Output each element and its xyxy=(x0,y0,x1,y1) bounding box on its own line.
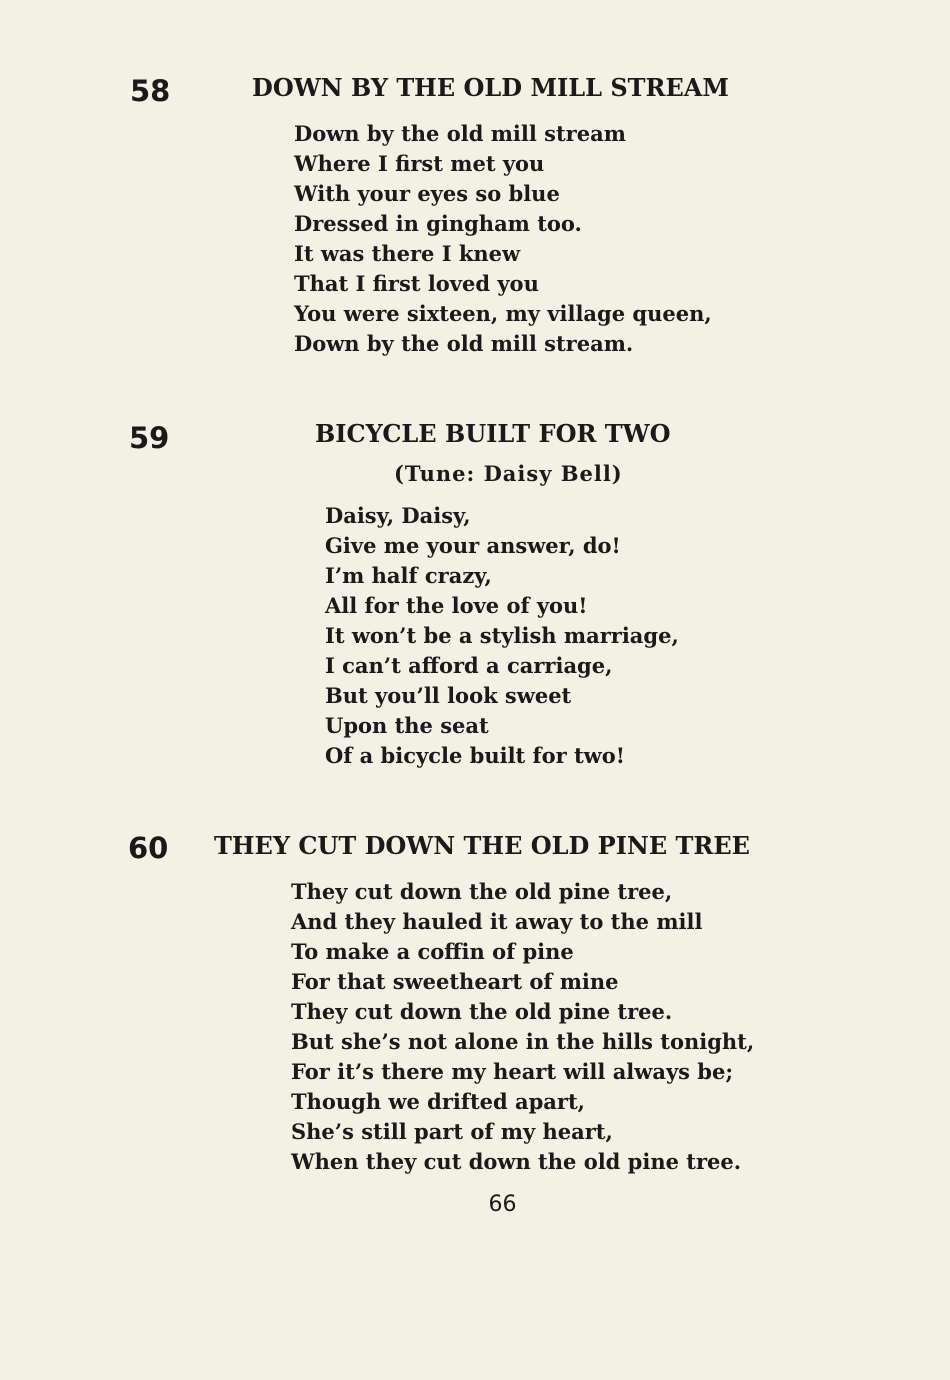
lyric-line: Upon the seat xyxy=(325,713,489,738)
song-lyrics xyxy=(325,501,679,771)
lyric-line: All for the love of you! xyxy=(325,593,588,618)
song-number: 60 xyxy=(128,831,169,865)
lyric-line: Daisy, Daisy, xyxy=(325,503,471,528)
lyric-line: Down by the old mill stream xyxy=(294,121,626,146)
song-lyrics xyxy=(294,119,712,359)
song-lyrics xyxy=(291,877,754,1177)
lyric-line: But you’ll look sweet xyxy=(325,683,572,708)
lyric-line: It won’t be a stylish marriage, xyxy=(325,623,679,648)
lyric-line: She’s still part of my heart, xyxy=(291,1119,613,1144)
song-number: 59 xyxy=(129,421,170,455)
lyric-line: But she’s not alone in the hills tonight, xyxy=(291,1029,755,1054)
lyric-line: Give me your answer, do! xyxy=(325,533,621,558)
lyric-line: I’m half crazy, xyxy=(325,563,492,588)
lyric-line: Though we drifted apart, xyxy=(291,1089,585,1114)
lyric-line: For it’s there my heart will always be; xyxy=(291,1059,734,1084)
song-number: 58 xyxy=(130,74,171,108)
song-tune-note: (Tune: Daisy Bell) xyxy=(394,461,623,486)
lyric-line: That I first loved you xyxy=(294,271,539,296)
song-title: DOWN BY THE OLD MILL STREAM xyxy=(252,73,729,102)
lyric-line: With your eyes so blue xyxy=(294,181,560,206)
lyric-line: And they hauled it away to the mill xyxy=(291,909,703,934)
lyric-line: Of a bicycle built for two! xyxy=(325,743,625,768)
song-title: THEY CUT DOWN THE OLD PINE TREE xyxy=(214,831,750,860)
lyric-line: Where I first met you xyxy=(294,151,545,176)
page-number: 66 xyxy=(488,1192,517,1217)
lyric-line: When they cut down the old pine tree. xyxy=(291,1149,742,1174)
lyric-line: You were sixteen, my village queen, xyxy=(294,301,712,326)
lyric-line: I can’t afford a carriage, xyxy=(325,653,613,678)
song-title: BICYCLE BUILT FOR TWO xyxy=(315,419,671,448)
lyric-line: For that sweetheart of mine xyxy=(291,969,619,994)
lyric-line: To make a coffin of pine xyxy=(291,939,574,964)
lyric-line: It was there I knew xyxy=(294,241,521,266)
lyric-line: They cut down the old pine tree. xyxy=(291,999,673,1024)
lyric-line: Dressed in gingham too. xyxy=(294,211,582,236)
lyric-line: They cut down the old pine tree, xyxy=(291,879,673,904)
lyric-line: Down by the old mill stream. xyxy=(294,331,634,356)
